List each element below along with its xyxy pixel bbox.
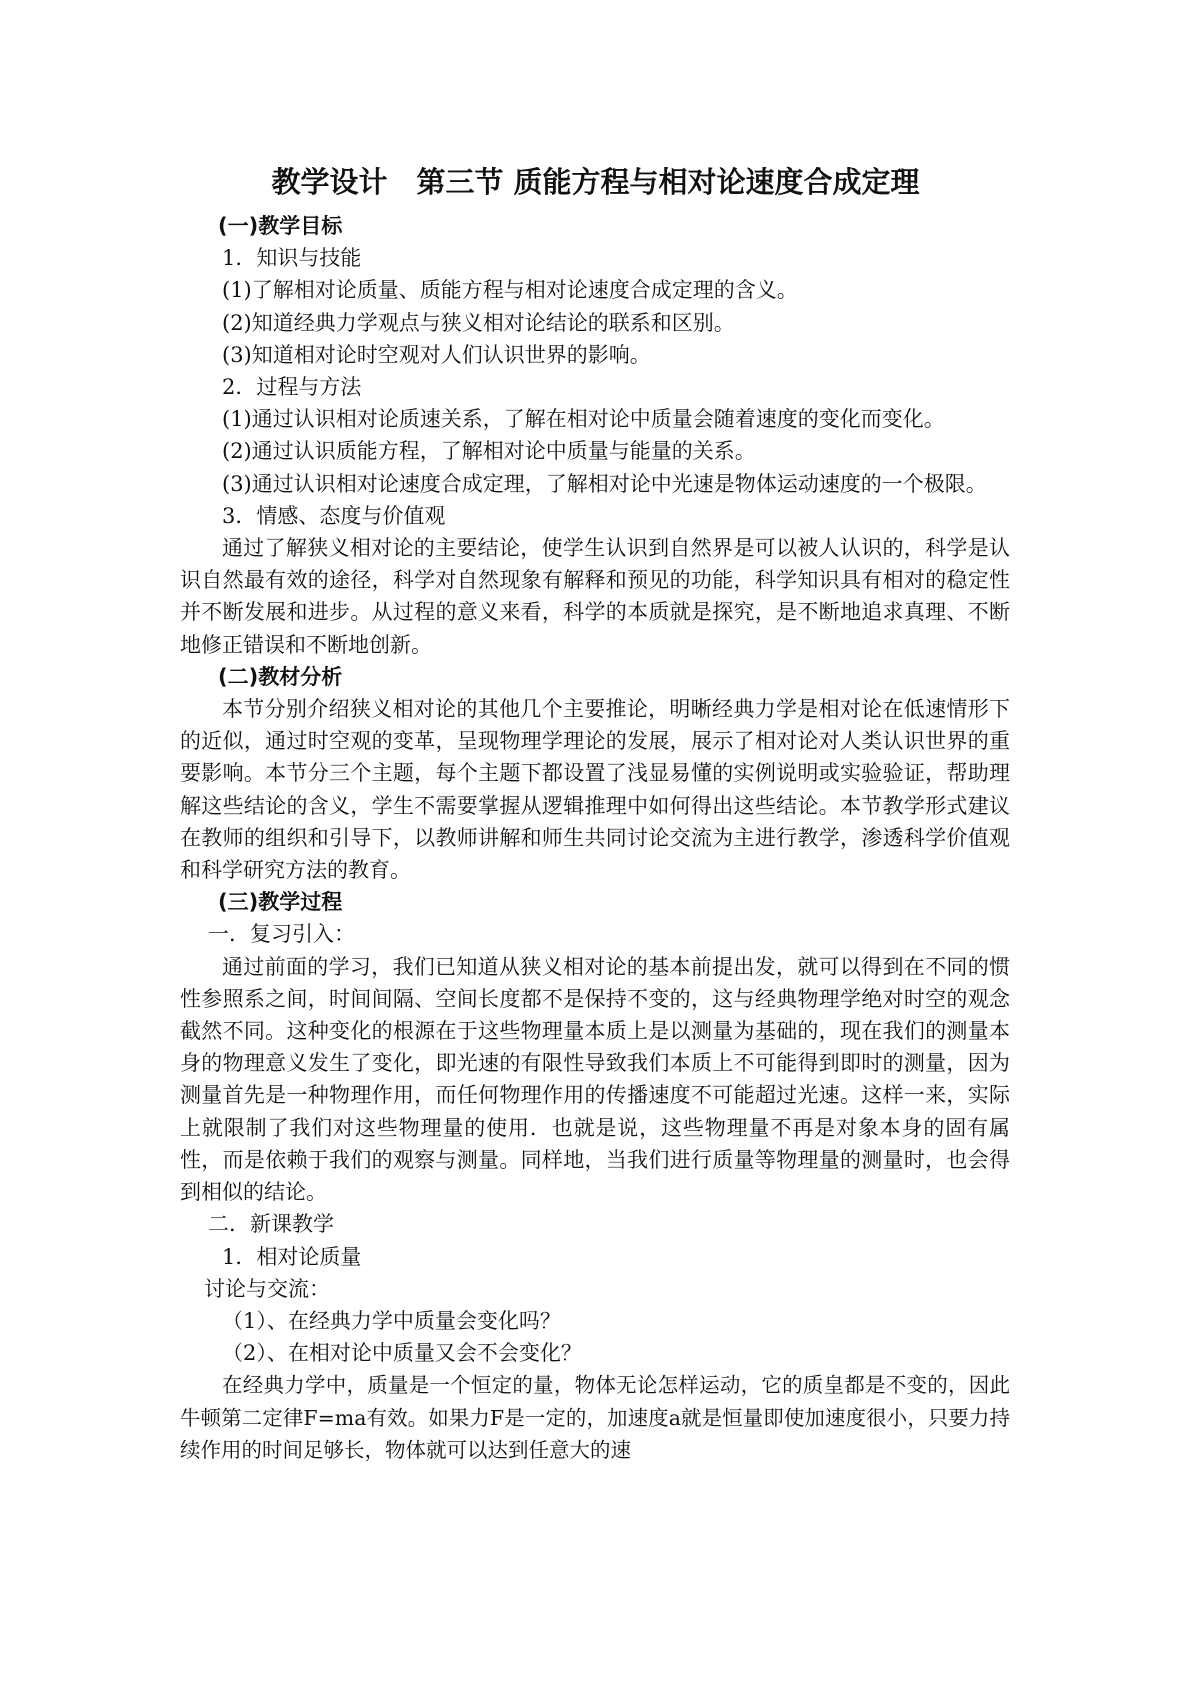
subheading-emotion: 3．情感、态度与价值观 (222, 503, 446, 528)
paragraph-material: 本节分别介绍狭义相对论的其他几个主要推论，明晰经典力学是相对论在低速情形下的近似，通过时空观的变革，呈现物理学理论的发展，展示了相对论对人类认识世界的重要影响。本节分三个主题，每个主题下都设置了浅显易懂的实例说明或实验验证，帮助理解这些结论的含义，学生不需要掌握从逻辑推理中如何得出这些结论。本节教学形式建议在教师的组织和引导下，以教师讲解和师生共同讨论交流为主进行教学，渗透科学价值观和科学研究方法的教育。 (180, 697, 1010, 883)
subheading-process: 2．过程与方法 (222, 375, 362, 400)
goal-item: (1)通过认识相对论质速关系，了解在相对论中质量会随着速度的变化而变化。 (222, 407, 945, 432)
page-title: 教学设计 第三节 质能方程与相对论速度合成定理 (271, 165, 920, 199)
question-item: （2）、在相对论中质量又会不会变化？ (222, 1341, 582, 1366)
document-body (180, 210, 1010, 1466)
subheading-review: 一．复习引入： (208, 922, 355, 947)
goal-item: (1)了解相对论质量、质能方程与相对论速度合成定理的含义。 (222, 278, 798, 303)
section-heading-goals: (一)教学目标 (218, 214, 343, 238)
discussion-label: 讨论与交流： (204, 1276, 330, 1301)
goal-item: (2)知道经典力学观点与狭义相对论结论的联系和区别。 (222, 310, 735, 335)
section-heading-process: (三)教学过程 (218, 890, 343, 915)
subheading-relativistic-mass: 1．相对论质量 (222, 1244, 362, 1269)
paragraph-emotion: 通过了解狭义相对论的主要结论，使学生认识到自然界是可以被人认识的，科学是认识自然最有效的途径，科学对自然现象有解释和预见的功能，科学知识具有相对的稳定性并不断发展和进步。从过程的意义来看，科学的本质就是探究，是不断地追求真理、不断地修正错误和不断地创新。 (180, 536, 1010, 657)
section-heading-material: (二)教材分析 (218, 664, 343, 689)
paragraph-review: 通过前面的学习，我们已知道从狭义相对论的基本前提出发，就可以得到在不同的惯性参照系之间，时间间隔、空间长度都不是保持不变的，这与经典物理学绝对时空的观念截然不同。这种变化的根源在于这些物理量本质上是以测量为基础的，现在我们的测量本身的物理意义发生了变化，即光速的有限性导致我们本质上不可能得到即时的测量，因为测量首先是一种物理作用，而任何物理作用的传播速度不可能超过光速。这样一来，实际上就限制了我们对这些物理量的使用．也就是说，这些物理量不再是对象本身的固有属性，而是依赖于我们的观察与测量。同样地，当我们进行质量等物理量的测量时，也会得到相似的结论。 (180, 954, 1010, 1205)
goal-item: (2)通过认识质能方程，了解相对论中质量与能量的关系。 (222, 439, 756, 464)
goal-item: (3)知道相对论时空观对人们认识世界的影响。 (222, 342, 651, 367)
paragraph-answer: 在经典力学中，质量是一个恒定的量，物体无论怎样运动，它的质皇都是不变的，因此牛顿第二定律F=ma有效。如果力F是一定的，加速度a就是恒量即使加速度很小，只要力持续作用的时间足够长，物体就可以达到任意大的速 (180, 1373, 1010, 1462)
goal-item: (3)通过认识相对论速度合成定理，了解相对论中光速是物体运动速度的一个极限。 (222, 471, 987, 496)
subheading-new-lesson: 二．新课教学 (208, 1212, 334, 1237)
subheading-knowledge: 1．知识与技能 (222, 246, 362, 271)
question-item: （1）、在经典力学中质量会变化吗？ (222, 1308, 561, 1333)
